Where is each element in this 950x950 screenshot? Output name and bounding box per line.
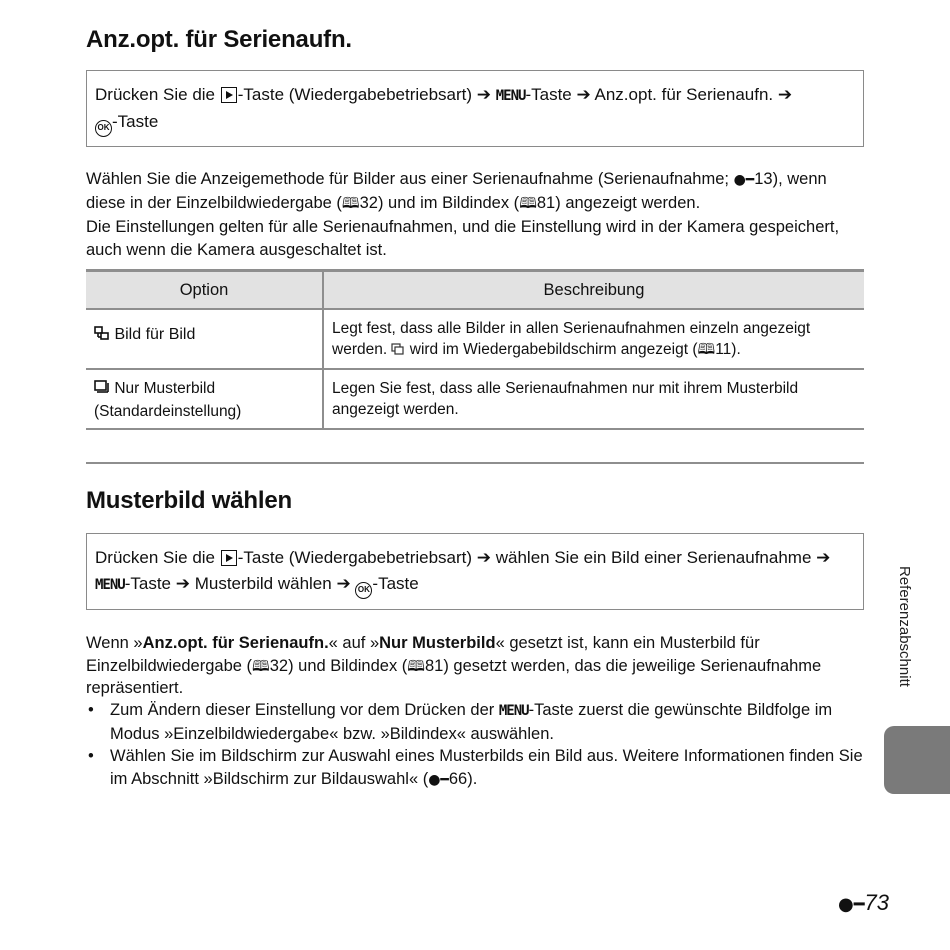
table-header-description: Beschreibung [323,271,864,310]
menu-button-icon: MENU [95,577,125,593]
nav-text: -Taste [112,112,159,131]
book-reference-icon: 🕮 [519,193,537,212]
description-cell: Legen Sie fest, dass alle Serienaufnahmen nur mit ihrem Musterbild angezeigt werden. [323,369,864,429]
description-cell: Legt fest, dass alle Bilder in allen Serienaufnahmen einzeln angezeigt werden. wird im Wiedergabebildschirm angezeigt (🕮11). [323,309,864,369]
option-cell: Bild für Bild [86,309,323,369]
sidebar-tab [884,726,950,794]
bullet-icon: • [88,701,94,719]
book-reference-icon: 🕮 [697,340,716,358]
reference-icon: ●━ [838,894,865,915]
section-title-display-options: Anz.opt. für Serienaufn. [86,26,352,53]
table-row [86,309,864,369]
key-picture-icon [94,380,110,401]
list-item: • Wählen Sie im Bildschirm zur Auswahl eines Musterbilds ein Bild aus. Weitere Informationen finden Sie im Abschnitt »Bildschirm zur Bildauswahl« (●━66). [88,747,863,788]
playback-button-icon [221,87,237,103]
list-item: • Zum Ändern dieser Einstellung vor dem Drücken der MENU-Taste zuerst die gewünschte Bildfolge im Modus »Einzelbildwiedergabe« bzw. »Bildindex« auswählen. [88,701,833,743]
sequence-display-icon [391,341,405,362]
individual-pictures-icon [94,326,110,347]
book-reference-icon: 🕮 [407,656,425,675]
options-table [86,269,864,430]
bullet-icon: • [88,747,94,765]
settings-paragraph: Die Einstellungen gelten für alle Serienaufnahmen, und die Einstellung wird in der Kamera gespeichert, auch wenn die Kamera ausgeschaltet ist. [86,218,840,259]
page-number: ●━73 [838,890,890,915]
navigation-path-box: Drücken Sie die -Taste (Wiedergabebetriebsart) ➔ wählen Sie ein Bild einer Serienaufnahme ➔ MENU-Taste ➔ Musterbild wählen ➔ OK -Taste [86,533,864,610]
key-picture-paragraph: Wenn »Anz.opt. für Serienaufn.« auf »Nur Musterbild« gesetzt ist, kann ein Musterbild für Einzelbildwiedergabe (🕮32) und Bildindex (🕮81) gesetzt werden, das die jeweilige Serienaufnahme repräsentiert. [86,634,822,697]
reference-icon: ●━ [428,771,449,788]
option-cell: Nur Musterbild (Standardeinstellung) [86,369,323,429]
intro-paragraph: Wählen Sie die Anzeigemethode für Bilder aus einer Serienaufnahme (Serienaufnahme; ●━13), wenn diese in der Einzelbildwiedergabe (🕮32) und im Bildindex (🕮81) angezeigt werden. [86,170,827,212]
table-row [86,369,864,429]
nav-text: -Taste (Wiedergabebetriebsart) ➔ [237,85,496,104]
book-reference-icon: 🕮 [252,656,270,675]
menu-button-icon: MENU [495,88,526,104]
navigation-path-box [86,70,864,147]
table-header-row [86,271,864,310]
section-title-choose-key-picture: Musterbild wählen [86,487,292,514]
sidebar-section-label: Referenzabschnitt [896,566,913,687]
table-header-option: Option [86,271,323,310]
section-divider [86,462,864,464]
menu-button-icon: MENU [498,703,529,719]
nav-text: Drücken Sie die [95,85,220,104]
reference-icon: ●━ [733,172,755,188]
nav-text: -Taste ➔ Anz.opt. für Serienaufn. ➔ [525,85,793,104]
ok-button-icon: OK [355,582,372,599]
ok-button-icon: OK [95,120,112,137]
book-reference-icon: 🕮 [341,193,360,212]
notes-list [86,699,864,791]
playback-button-icon [221,550,237,566]
